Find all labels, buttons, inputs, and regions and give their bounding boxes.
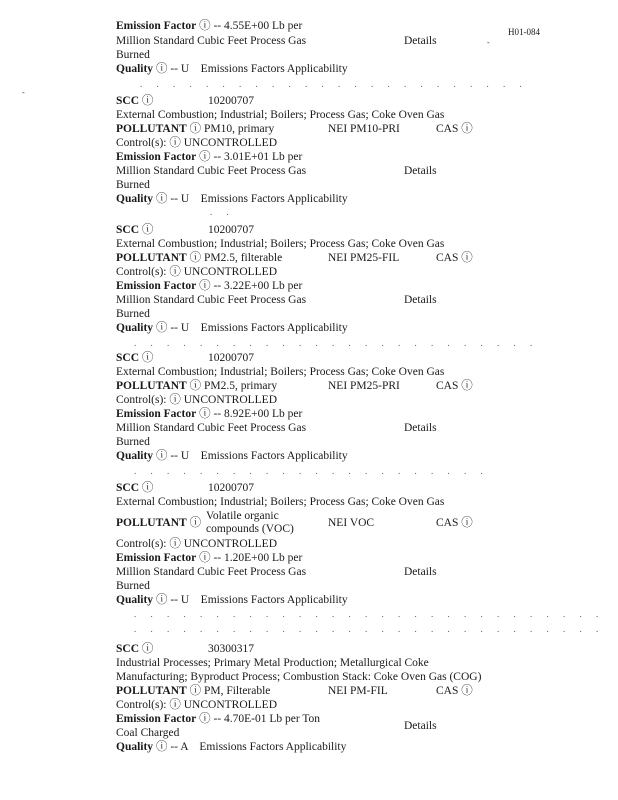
info-icon[interactable]: ⓘ [199, 151, 211, 163]
scc-row [116, 95, 153, 108]
document-id: H01-084 [508, 27, 540, 37]
info-icon[interactable]: ⓘ [199, 408, 211, 420]
scc-label: SCC [116, 482, 140, 494]
quality-row [116, 63, 348, 76]
separator: -- [213, 713, 222, 725]
scc-row [116, 643, 153, 656]
burned-text: Burned [116, 308, 150, 320]
pollutant-row [116, 685, 270, 698]
emission-factor-value: 1.20E+00 Lb per [223, 552, 303, 564]
scc-code: 30300317 [208, 643, 254, 655]
emission-factor-row [116, 713, 320, 726]
pollutant-value: PM2.5, filterable [203, 252, 283, 264]
control-label: Control(s): [116, 699, 167, 711]
control-row [116, 266, 277, 279]
pollutant-value: PM2.5, primary [203, 380, 278, 392]
info-icon[interactable]: ⓘ [155, 63, 168, 75]
info-icon[interactable]: ⓘ [155, 741, 168, 753]
emission-factor-row [116, 151, 302, 164]
details-link[interactable]: Details [404, 165, 437, 177]
details-link[interactable]: Details [404, 422, 437, 434]
info-icon[interactable]: ⓘ [155, 594, 168, 606]
info-icon[interactable]: ⓘ [189, 380, 202, 392]
pollutant-row [116, 517, 201, 530]
info-icon[interactable]: ⓘ [461, 685, 473, 697]
info-icon[interactable]: ⓘ [461, 252, 473, 264]
cas-label: CAS [436, 517, 459, 529]
scc-description-line1: Industrial Processes; Primary Metal Production; Metallurgical Coke [116, 657, 429, 669]
pollutant-label: POLLUTANT [116, 252, 187, 264]
control-row [116, 699, 277, 712]
details-link[interactable]: Details [404, 35, 437, 47]
emission-factor-label: Emission Factor [116, 408, 197, 420]
dotted-separator: . . . . . . . . . . . . . . . . . . . . . . [134, 466, 489, 476]
info-icon[interactable]: ⓘ [141, 482, 154, 494]
scc-row [116, 482, 153, 495]
nei-code: NEI PM-FIL [328, 685, 388, 697]
cas-label: CAS [436, 252, 459, 264]
dotted-separator: . . . . . . . . . . . . . . . . . . . . . . . . . [134, 338, 539, 348]
cas-row [436, 252, 473, 265]
quality-value: U [180, 63, 190, 75]
emission-factor-value: 3.01E+01 Lb per [223, 151, 303, 163]
details-link[interactable]: Details [404, 566, 437, 578]
separator: -- [170, 63, 178, 75]
separator: -- [170, 450, 178, 462]
control-row [116, 137, 277, 150]
pollutant-value: PM10, primary [203, 123, 275, 135]
quality-label: Quality [116, 193, 154, 205]
pollutant-label: POLLUTANT [116, 380, 187, 392]
scc-label: SCC [116, 352, 140, 364]
nei-code: NEI VOC [328, 517, 375, 529]
control-value: UNCONTROLLED [183, 538, 278, 550]
unit-line: Million Standard Cubic Feet Process Gas [116, 165, 307, 177]
cas-label: CAS [436, 123, 459, 135]
nei-code: NEI PM25-FIL [328, 252, 400, 264]
cas-row [436, 517, 473, 530]
quality-label: Quality [116, 63, 154, 75]
info-icon[interactable]: ⓘ [169, 699, 181, 711]
applicability-link[interactable]: Emissions Factors Applicability [199, 741, 347, 753]
info-icon[interactable]: ⓘ [199, 20, 211, 32]
emission-factor-value: 8.92E+00 Lb per [223, 408, 303, 420]
quality-value: U [180, 594, 190, 606]
control-value: UNCONTROLLED [183, 394, 278, 406]
cas-row [436, 685, 473, 698]
applicability-link[interactable]: Emissions Factors Applicability [200, 63, 348, 75]
scc-code: 10200707 [208, 224, 254, 236]
info-icon[interactable]: ⓘ [155, 450, 168, 462]
nei-code: NEI PM25-PRI [328, 380, 400, 392]
scc-description: External Combustion; Industrial; Boilers; Process Gas; Coke Oven Gas [116, 238, 445, 250]
control-value: UNCONTROLLED [183, 699, 278, 711]
scan-mark: - [487, 38, 490, 47]
scc-row [116, 352, 153, 365]
emission-factor-row [116, 408, 302, 421]
burned-text: Burned [116, 580, 150, 592]
emission-factor-row [116, 20, 302, 33]
control-row [116, 394, 277, 407]
applicability-link[interactable]: Emissions Factors Applicability [200, 594, 348, 606]
separator: -- [170, 193, 178, 205]
info-icon[interactable]: ⓘ [169, 266, 181, 278]
pollutant-label: POLLUTANT [116, 123, 187, 135]
emission-factor-label: Emission Factor [116, 552, 197, 564]
scc-code: 10200707 [208, 95, 254, 107]
pollutant-row [116, 252, 282, 265]
info-icon[interactable]: ⓘ [141, 352, 154, 364]
quality-row [116, 450, 348, 463]
cas-label: CAS [436, 685, 459, 697]
scc-code: 10200707 [208, 352, 254, 364]
scc-description-line2: Manufacturing; Byproduct Process; Combustion Stack: Coke Oven Gas (COG) [116, 671, 482, 683]
separator: -- [213, 151, 222, 163]
quality-label: Quality [116, 594, 154, 606]
control-label: Control(s): [116, 266, 167, 278]
quality-label: Quality [116, 741, 154, 753]
control-value: UNCONTROLLED [183, 266, 278, 278]
info-icon[interactable]: ⓘ [169, 538, 181, 550]
scc-label: SCC [116, 643, 140, 655]
quality-row [116, 594, 348, 607]
control-value: UNCONTROLLED [183, 137, 278, 149]
info-icon[interactable]: ⓘ [141, 95, 154, 107]
nei-code: NEI PM10-PRI [328, 123, 400, 135]
quality-row [116, 193, 348, 206]
separator: -- [170, 594, 178, 606]
separator: -- [213, 552, 222, 564]
emission-factor-value: 3.22E+00 Lb per [223, 280, 303, 292]
info-icon[interactable]: ⓘ [169, 394, 181, 406]
quality-value: A [180, 741, 188, 753]
control-label: Control(s): [116, 394, 167, 406]
unit-line: Million Standard Cubic Feet Process Gas [116, 294, 307, 306]
separator: -- [170, 322, 178, 334]
info-icon[interactable]: ⓘ [155, 193, 168, 205]
info-icon[interactable]: ⓘ [199, 280, 211, 292]
info-icon[interactable]: ⓘ [199, 713, 211, 725]
emission-factor-value: 4.55E+00 Lb per [223, 20, 303, 32]
info-icon[interactable]: ⓘ [189, 685, 202, 697]
quality-label: Quality [116, 322, 154, 334]
pollutant-label: POLLUTANT [116, 685, 187, 697]
emission-factor-label: Emission Factor [116, 713, 197, 725]
pollutant-row [116, 123, 274, 136]
pollutant-label: POLLUTANT [116, 517, 187, 529]
scc-description: External Combustion; Industrial; Boilers; Process Gas; Coke Oven Gas [116, 109, 445, 121]
separator: -- [213, 408, 222, 420]
info-icon[interactable]: ⓘ [461, 380, 473, 392]
scc-description: External Combustion; Industrial; Boilers; Process Gas; Coke Oven Gas [116, 496, 445, 508]
scc-code: 10200707 [208, 482, 254, 494]
separator: -- [213, 280, 222, 292]
emission-factor-row [116, 280, 302, 293]
pollutant-value-line1: Volatile organic [206, 510, 279, 522]
pollutant-value-line2: compounds (VOC) [206, 523, 294, 535]
pollutant-value: PM, Filterable [203, 685, 271, 697]
dotted-separator: . . [210, 207, 235, 217]
control-label: Control(s): [116, 538, 167, 550]
info-icon[interactable]: ⓘ [461, 517, 473, 529]
scc-label: SCC [116, 224, 140, 236]
dotted-separator: . . . . . . . . . . . . . . . . . . . . . . . . . . . . . [134, 624, 605, 634]
quality-row [116, 322, 348, 335]
emission-factor-value: 4.70E-01 Lb per Ton [223, 713, 321, 725]
applicability-link[interactable]: Emissions Factors Applicability [200, 450, 348, 462]
unit-line: Million Standard Cubic Feet Process Gas [116, 566, 307, 578]
emission-factor-row [116, 552, 302, 565]
info-icon[interactable]: ⓘ [141, 224, 154, 236]
unit-line: Coal Charged [116, 727, 180, 739]
info-icon[interactable]: ⓘ [189, 252, 202, 264]
unit-line: Million Standard Cubic Feet Process Gas [116, 35, 307, 47]
control-label: Control(s): [116, 137, 167, 149]
control-row [116, 538, 277, 551]
scc-description: External Combustion; Industrial; Boilers; Process Gas; Coke Oven Gas [116, 366, 445, 378]
info-icon[interactable]: ⓘ [189, 517, 202, 529]
scan-mark: - [22, 88, 25, 97]
separator: -- [170, 741, 178, 753]
scc-row [116, 224, 153, 237]
info-icon[interactable]: ⓘ [461, 123, 473, 135]
emission-factor-label: Emission Factor [116, 151, 197, 163]
quality-value: U [180, 193, 190, 205]
scc-label: SCC [116, 95, 140, 107]
emission-factor-label: Emission Factor [116, 20, 197, 32]
details-link[interactable]: Details [404, 294, 437, 306]
quality-value: U [180, 322, 190, 334]
quality-value: U [180, 450, 190, 462]
cas-row [436, 380, 473, 393]
info-icon[interactable]: ⓘ [199, 552, 211, 564]
applicability-link[interactable]: Emissions Factors Applicability [200, 193, 348, 205]
info-icon[interactable]: ⓘ [141, 643, 154, 655]
emission-factor-label: Emission Factor [116, 280, 197, 292]
details-link[interactable]: Details [404, 720, 437, 732]
unit-line: Million Standard Cubic Feet Process Gas [116, 422, 307, 434]
pollutant-row [116, 380, 277, 393]
dotted-separator: . . . . . . . . . . . . . . . . . . . . . . . . [140, 79, 528, 89]
applicability-link[interactable]: Emissions Factors Applicability [200, 322, 348, 334]
burned-text: Burned [116, 436, 150, 448]
quality-label: Quality [116, 450, 154, 462]
quality-row [116, 741, 346, 754]
cas-row [436, 123, 473, 136]
dotted-separator: . . . . . . . . . . . . . . . . . . . . . . . . . . . . . [134, 609, 605, 619]
burned-text: Burned [116, 179, 150, 191]
info-icon[interactable]: ⓘ [169, 137, 181, 149]
info-icon[interactable]: ⓘ [155, 322, 168, 334]
burned-text: Burned [116, 49, 150, 61]
separator: -- [213, 20, 222, 32]
cas-label: CAS [436, 380, 459, 392]
info-icon[interactable]: ⓘ [189, 123, 202, 135]
